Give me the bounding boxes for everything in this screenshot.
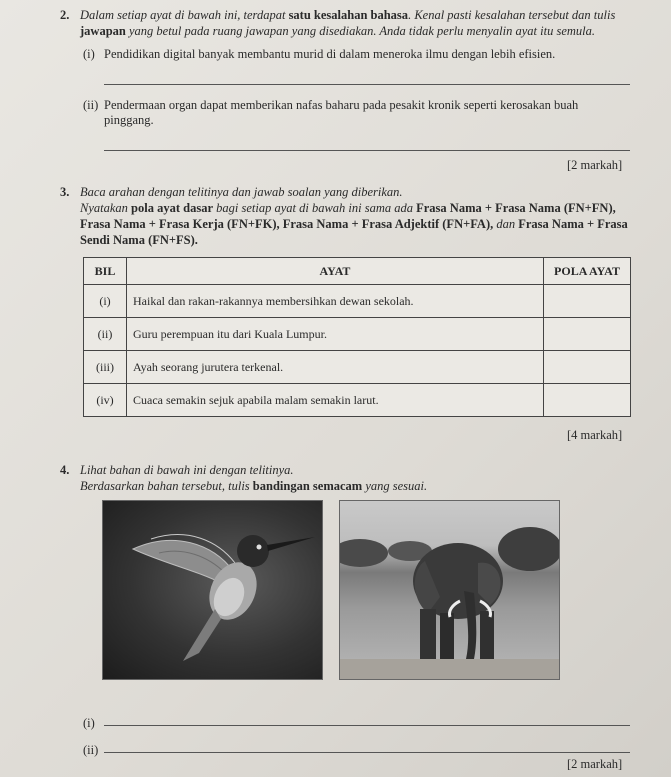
q4-intro: Lihat bahan di bawah ini dengan telitinya. <box>80 463 294 477</box>
q2-intro: Dalam setiap ayat di bawah ini, terdapat satu kesalahan bahasa. Kenal pasti kesalahan tersebut dan tulis <box>80 8 616 22</box>
row-ayat: Haikal dan rakan-rakannya membersihkan dewan sekolah. <box>127 285 544 318</box>
elephant-icon <box>413 543 503 659</box>
q4-instruction: Berdasarkan bahan tersebut, tulis bandingan semacam yang sesuai. <box>80 479 428 493</box>
q2-intro-line2: jawapan yang betul pada ruang jawapan yang disediakan. Anda tidak perlu menyalin ayat itu semula. <box>80 24 596 38</box>
pola-ayat-table <box>83 257 631 417</box>
q2-item-ii-text: Pendermaan organ dapat memberikan nafas baharu pada pesakit kronik seperti kerosakan buah <box>104 98 579 112</box>
row-ayat: Ayah seorang jurutera terkenal. <box>127 351 544 384</box>
q3-number: 3. <box>60 185 70 199</box>
q2-item-i-text: Pendidikan digital banyak membantu murid di dalam meneroka ilmu dengan lebih efisien. <box>104 47 556 61</box>
hummingbird-icon <box>133 535 315 661</box>
table-row <box>84 285 631 318</box>
q4-marks: [2 markah] <box>567 757 623 771</box>
q3-instruction-line3: Sendi Nama (FN+FS). <box>80 233 198 247</box>
q3-marks: [4 markah] <box>567 428 623 442</box>
row-bil: (i) <box>84 285 127 318</box>
table-header-row <box>84 258 631 285</box>
q3-intro: Baca arahan dengan telitinya dan jawab soalan yang diberikan. <box>80 185 403 199</box>
row-ayat: Cuaca semakin sejuk apabila malam semakin larut. <box>127 384 544 417</box>
row-bil: (iii) <box>84 351 127 384</box>
row-pola-answer[interactable] <box>544 384 631 417</box>
row-pola-answer[interactable] <box>544 285 631 318</box>
q2-item-ii-answer-line[interactable] <box>104 150 630 151</box>
row-pola-answer[interactable] <box>544 318 631 351</box>
header-bil: BIL <box>84 258 127 285</box>
q4-answer-i-line[interactable] <box>104 725 630 726</box>
q2-item-ii-number: (ii) <box>83 98 99 112</box>
q3-instruction: Nyatakan pola ayat dasar bagi setiap ayat di bawah ini sama ada Frasa Nama + Frasa Nama (FN+FN), <box>80 201 616 215</box>
q2-item-i-answer-line[interactable] <box>104 84 630 85</box>
hummingbird-image <box>102 500 323 680</box>
table-row <box>84 384 631 417</box>
elephant-image <box>339 500 560 680</box>
row-bil: (iv) <box>84 384 127 417</box>
q4-number: 4. <box>60 463 70 477</box>
row-bil: (ii) <box>84 318 127 351</box>
q4-answer-ii-line[interactable] <box>104 752 630 753</box>
table-row <box>84 318 631 351</box>
q4-answer-ii-number: (ii) <box>83 743 99 757</box>
q3-instruction-line2: Frasa Nama + Frasa Kerja (FN+FK), Frasa Nama + Frasa Adjektif (FN+FA), dan Frasa Nama + Frasa <box>80 217 628 231</box>
header-pola-ayat: POLA AYAT <box>544 258 631 285</box>
q2-item-i-number: (i) <box>83 47 95 61</box>
table-row <box>84 351 631 384</box>
q2-item-ii-text-line2: pinggang. <box>104 113 154 127</box>
row-ayat: Guru perempuan itu dari Kuala Lumpur. <box>127 318 544 351</box>
q2-marks: [2 markah] <box>567 158 623 172</box>
header-ayat: AYAT <box>127 258 544 285</box>
row-pola-answer[interactable] <box>544 351 631 384</box>
q4-answer-i-number: (i) <box>83 716 95 730</box>
q2-number: 2. <box>60 8 70 22</box>
